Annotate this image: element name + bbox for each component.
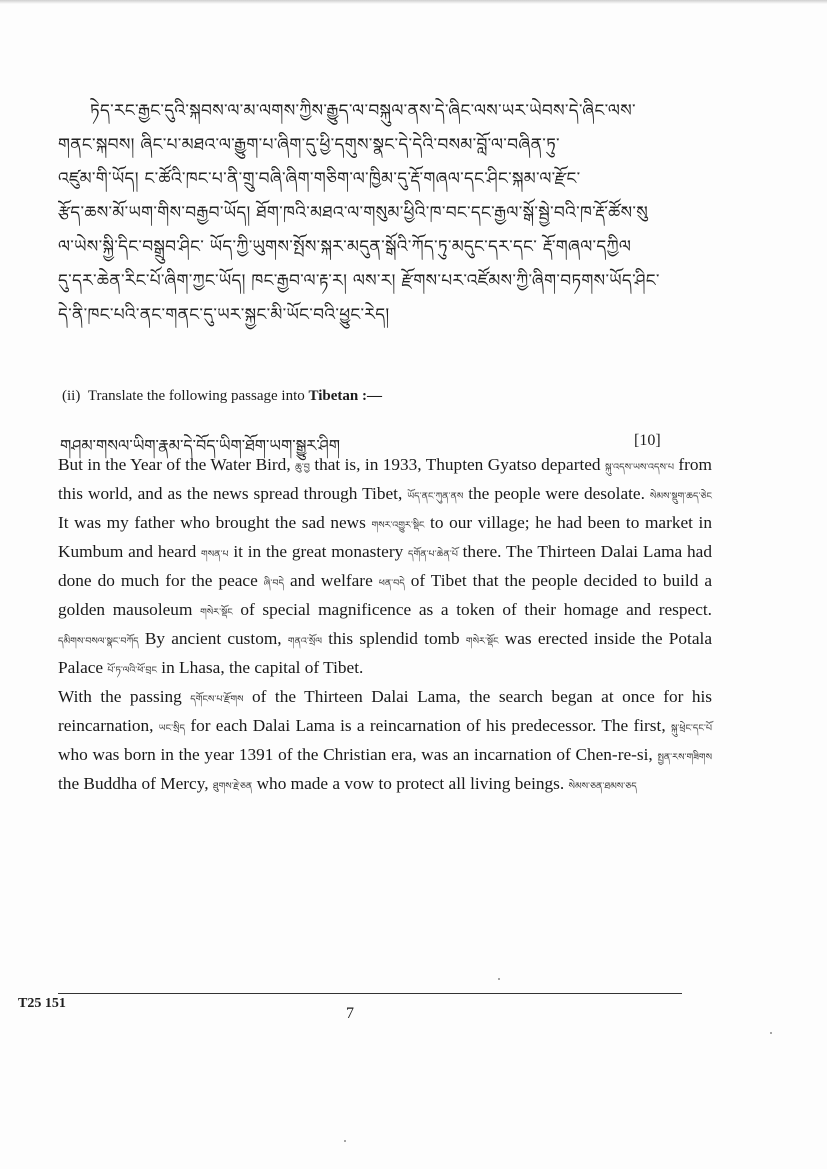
tibetan-line: ལ་ཡེས་སྐྱི་དིང་བསྒྲུབ་ཤིང་ ཡོད་ཀྱི་ཡུགས་སྤོས་སྐར་མདུན་སྒོའི་ཀོད་ཏུ་མདུང་དར་དང་ རྡོ་གཞལ་དཀྱིལ — [58, 237, 632, 257]
tibetan-line: དེ་ནི་ཁང་པའི་ནང་གནང་དུ་ཡར་སྐྱང་མི་ཡོང་བའི་ཕྱུང་རེད། — [58, 305, 390, 325]
passage-text: to our village; he had been to market in Kumbum and heard — [58, 513, 712, 561]
tibetan-gloss: ཡོད་ནང་ཀུན་ནས — [407, 491, 464, 502]
tibetan-gloss: དགོན་པ་ཆེན་པོ — [408, 549, 458, 560]
tibetan-gloss: གསན་པ — [201, 549, 229, 560]
passage-text: who was born in the year 1391 of the Christian era, was an incarnation of Chen-re-si, — [58, 745, 658, 764]
passage-paragraph-2 — [58, 684, 712, 800]
tibetan-passage — [58, 94, 758, 332]
passage-text: from this world, and as the news spread through Tibet, — [58, 455, 712, 503]
tibetan-gloss: པོ་ཏ་ལའི་ཕོ་བྲང — [107, 665, 157, 676]
tibetan-gloss: དགོངས་པ་རྫོགས — [190, 694, 244, 705]
tibetan-gloss: གནའ་སྲོལ — [287, 636, 322, 647]
passage-text: was erected inside the Potala Palace — [58, 629, 712, 677]
passage-text: and welfare — [284, 571, 379, 590]
passage-text: this splendid tomb — [321, 629, 466, 648]
passage-text: of Tibet that the people decided to build a golden mausoleum — [58, 571, 713, 619]
tibetan-gloss: སྤྱན་རས་གཟིགས — [657, 752, 712, 763]
tibetan-gloss: དམིགས་བསལ་སྣང་བཀོད — [58, 636, 139, 647]
english-passage — [58, 452, 712, 800]
passage-text: the people were desolate. — [463, 484, 650, 503]
tibetan-line: དུ་དར་ཆེན་རིང་པོ་ཞིག་ཀྱང་ཡོད། ཁང་རྒྱབ་ལ་རྟ་ར། ལས་ར། རྫོགས་པར་འཛོམས་ཀྱི་ཞིག་བཏགས་ཡོད་ཤིང་ — [58, 271, 660, 291]
passage-text: It was my father who brought the sad news — [58, 513, 372, 532]
passage-text: it in the great monastery — [228, 542, 409, 561]
passage-text: By ancient custom, — [138, 629, 288, 648]
tibetan-gloss: ཐུགས་རྗེ་ཅན — [212, 781, 253, 792]
passage-paragraph-1 — [58, 452, 712, 684]
tibetan-gloss: སེམས་སྡུག་ཆད་ཅེང — [649, 491, 712, 502]
tibetan-instruction: གཤམ་གསལ་ཡིག་རྣམ་དེ་བོད་ཡིག་ཐོག་ཡག་སྒྱུར་ཤིག — [60, 436, 341, 455]
tibetan-gloss: སེམས་ཅན་ཐམས་ཅད — [568, 781, 637, 792]
passage-text: there. The Thirteen Dalai Lama had done do much for the peace — [58, 542, 712, 590]
tibetan-line: འཛུམ་གི་ཡོད། ང་ཚོའི་ཁང་པ་ནི་གྲུ་བཞི་ཞིག་གཅིག་ལ་ཁྱིམ་དུ་རྡོ་གཞལ་དང་ཤིང་སྐམ་ལ་རྫོང་ — [58, 169, 581, 189]
tibetan-gloss: ཕན་བདེ — [378, 578, 405, 589]
passage-text: that is, in 1933, Thupten Gyatso departed — [309, 455, 605, 474]
passage-text: for each Dalai Lama is a reincarnation of his predecessor. The first, — [185, 716, 671, 735]
footer-rule — [58, 993, 682, 994]
scan-speck — [344, 1140, 346, 1142]
tibetan-gloss: ཞི་བདེ — [263, 578, 285, 589]
tibetan-line: ཏེད་རང་རྒྱང་དུའི་སྐབས་ལ་མ་ལགས་ཀྱིས་རྒྱུད་ལ་བསྐུལ་ནས་དེ་ཞིང་ལས་ཡར་ཡེབས་དེ་ཞིང་ལས་ — [90, 101, 636, 121]
question-label: (ii) — [62, 388, 81, 404]
marks-label: [10] — [634, 432, 661, 449]
tibetan-gloss: གསེར་སྡོང — [200, 607, 233, 618]
passage-text: the Buddha of Mercy, — [58, 774, 213, 793]
tibetan-gloss: གསེར་སྡོང — [465, 636, 499, 647]
question-heading — [62, 388, 702, 405]
tibetan-gloss: སྐུ་ཕྲེང་དང་པོ — [670, 723, 712, 734]
scan-edge — [0, 0, 827, 4]
page-number: 7 — [346, 1005, 354, 1022]
tibetan-gloss: གསར་འགྱུར་སྡིང — [371, 520, 425, 531]
passage-text: With the passing — [58, 687, 191, 706]
tibetan-gloss: ཆུ་བྱ — [295, 462, 310, 473]
scan-speck — [770, 1032, 772, 1034]
tibetan-gloss: སྐུ་འདས་ཡས་འདས་པ — [604, 462, 674, 473]
passage-text: in Lhasa, the capital of Tibet. — [156, 658, 364, 677]
question-instruction: Translate the following passage into — [87, 388, 309, 404]
scan-speck — [498, 978, 500, 980]
passage-text: of special magnificence as a token of their homage and respect. — [232, 600, 712, 619]
question-language: Tibetan :— — [308, 388, 382, 404]
passage-text: of the Thirteen Dalai Lama, the search began at once for his reincarnation, — [58, 687, 713, 735]
tibetan-line: རྩོད་ཆས་མོ་ཡག་གིས་བརྒྱབ་ཡོད། ཐོག་ཁའི་མཐའ་ལ་གསུམ་ཕྱིའི་ཁ་བང་དང་རྒྱལ་སྒོ་སྦྱེ་བའི་ཁ་རྡོ་ཚོས་སུ — [58, 203, 649, 223]
passage-text: who made a vow to protect all living beings. — [252, 774, 569, 793]
tibetan-line: གནང་སྐབས། ཞིང་པ་མཐའ་ལ་རྒྱུག་པ་ཞིག་དུ་ཕྱི་དགུས་སྣང་དེ་དེའི་བསམ་བློ་ལ་བཞིན་ཏུ་ — [58, 135, 560, 155]
tibetan-gloss: ཡང་སྲིད — [158, 723, 186, 734]
passage-text: But in the Year of the Water Bird, — [58, 455, 296, 474]
paper-code: T25 151 — [18, 996, 66, 1011]
